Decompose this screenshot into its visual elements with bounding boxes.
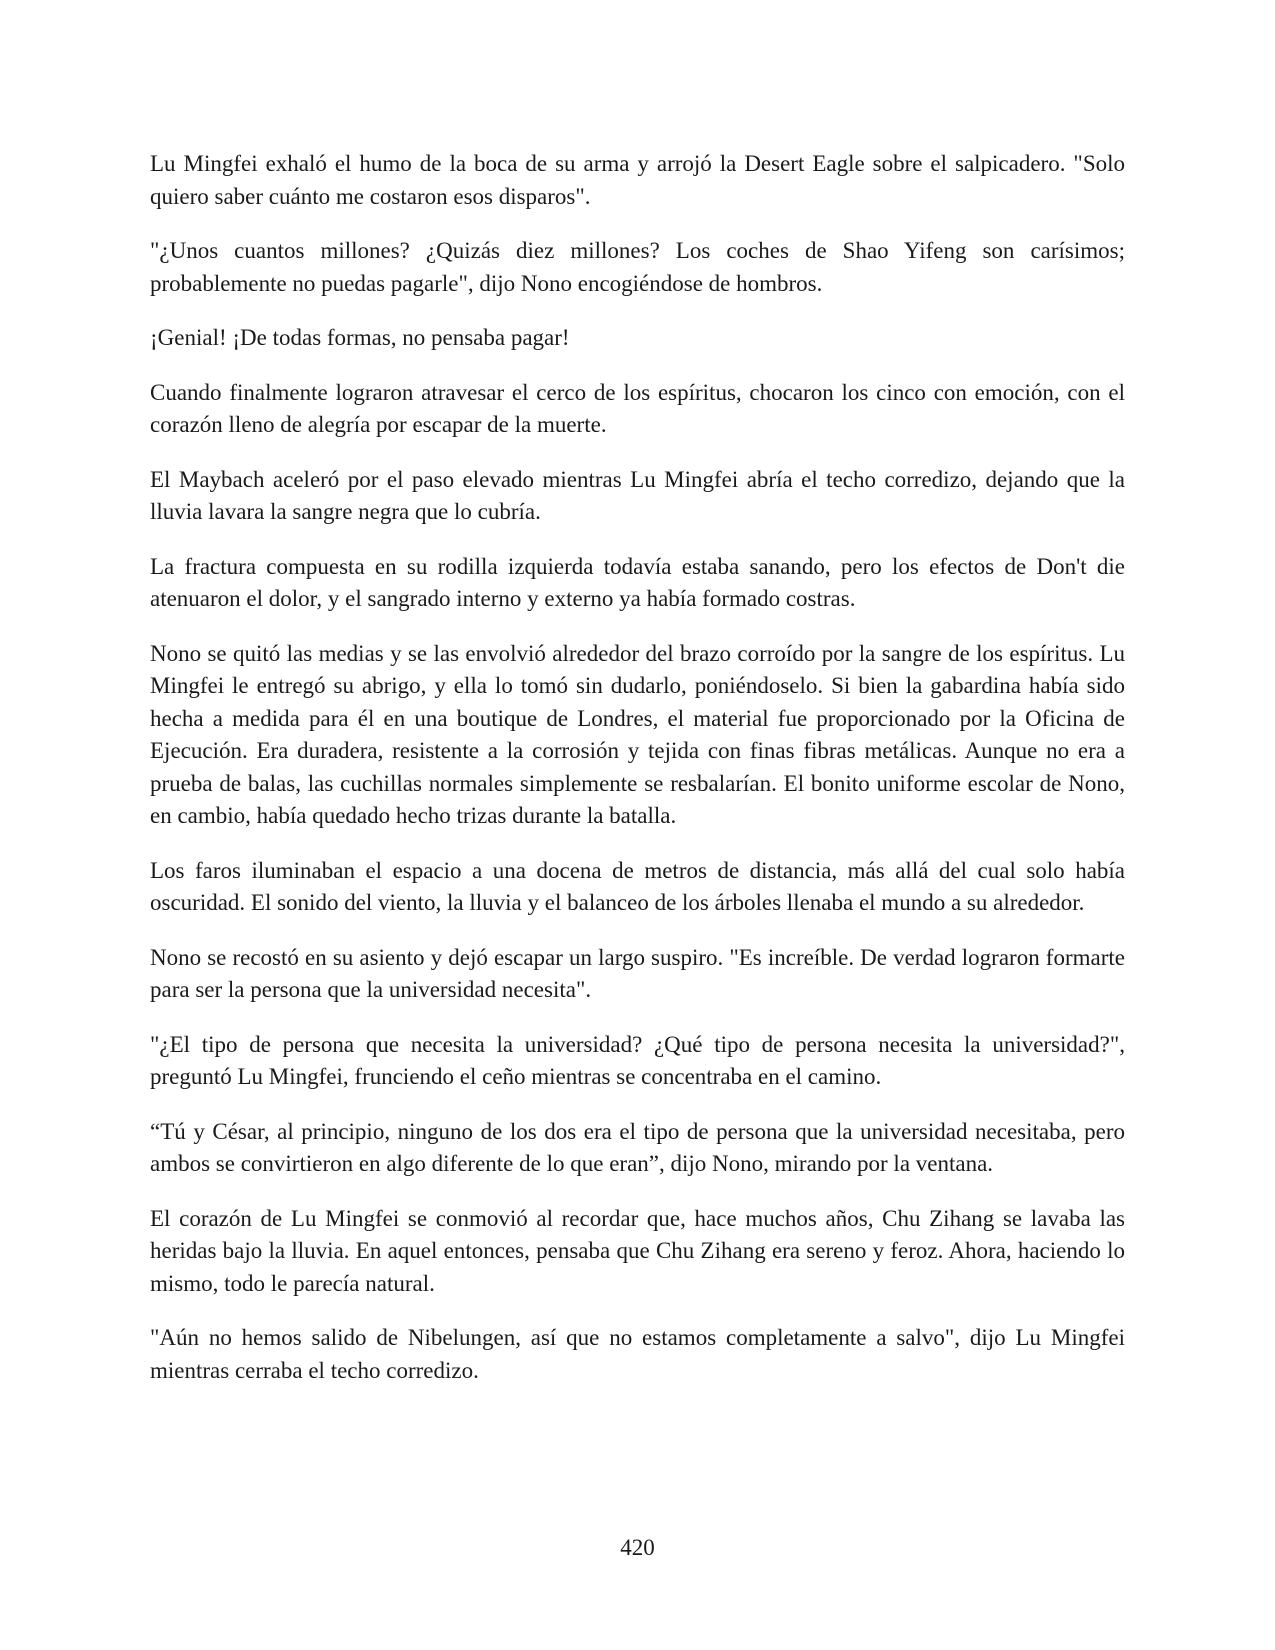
paragraph-5: El Maybach aceleró por el paso elevado mientras Lu Mingfei abría el techo corredizo, dejando que la lluvia lavara la sangre negra que lo cubría. xyxy=(150,466,1125,524)
paragraph-3: ¡Genial! ¡De todas formas, no pensaba pagar! xyxy=(150,325,570,350)
paragraph-9: Nono se recostó en su asiento y dejó escapar un largo suspiro. "Es increíble. De verdad lograron formarte para ser la persona que la universidad necesita". xyxy=(150,944,1125,1002)
body-text xyxy=(150,148,1125,1409)
paragraph-2: "¿Unos cuantos millones? ¿Quizás diez millones? Los coches de Shao Yifeng son carísimos; probablemente no puedas pagarle", dijo Nono encogiéndose de hombros. xyxy=(150,238,1125,296)
paragraph-13: "Aún no hemos salido de Nibelungen, así que no estamos completamente a salvo", dijo Lu Mingfei mientras cerraba el techo corredizo. xyxy=(150,1325,1125,1383)
paragraph-10: "¿El tipo de persona que necesita la universidad? ¿Qué tipo de persona necesita la universidad?", preguntó Lu Mingfei, frunciendo el ceño mientras se concentraba en el camino. xyxy=(150,1031,1125,1089)
paragraph-6: La fractura compuesta en su rodilla izquierda todavía estaba sanando, pero los efectos de Don't die atenuaron el dolor, y el sangrado interno y externo ya había formado costras. xyxy=(150,553,1125,611)
paragraph-12: El corazón de Lu Mingfei se conmovió al recordar que, hace muchos años, Chu Zihang se lavaba las heridas bajo la lluvia. En aquel entonces, pensaba que Chu Zihang era sereno y feroz. Ahora, haciendo lo mismo, todo le parecía natural. xyxy=(150,1205,1125,1296)
paragraph-11: “Tú y César, al principio, ninguno de los dos era el tipo de persona que la universidad necesitaba, pero ambos se convirtieron en algo diferente de lo que eran”, dijo Nono, mirando por la ventana. xyxy=(150,1118,1125,1176)
paragraph-8: Los faros iluminaban el espacio a una docena de metros de distancia, más allá del cual solo había oscuridad. El sonido del viento, la lluvia y el balanceo de los árboles llenaba el mundo a su alrededor. xyxy=(150,857,1125,915)
paragraph-7: Nono se quitó las medias y se las envolvió alrededor del brazo corroído por la sangre de los espíritus. Lu Mingfei le entregó su abrigo, y ella lo tomó sin dudarlo, poniéndoselo. Si bien la gabardina había sido hecha a medida para él en una boutique de Londres, el material fue proporcionado por la Oficina de Ejecución. Era duradera, resistente a la corrosión y tejida con finas fibras metálicas. Aunque no era a prueba de balas, las cuchillas normales simplemente se resbalarían. El bonito uniforme escolar de Nono, en cambio, había quedado hecho trizas durante la batalla. xyxy=(150,640,1125,828)
page-number: 420 xyxy=(620,1535,655,1560)
paragraph-1: Lu Mingfei exhaló el humo de la boca de su arma y arrojó la Desert Eagle sobre el salpicadero. "Solo quiero saber cuánto me costaron esos disparos". xyxy=(150,151,1125,209)
paragraph-4: Cuando finalmente lograron atravesar el cerco de los espíritus, chocaron los cinco con emoción, con el corazón lleno de alegría por escapar de la muerte. xyxy=(150,379,1125,437)
